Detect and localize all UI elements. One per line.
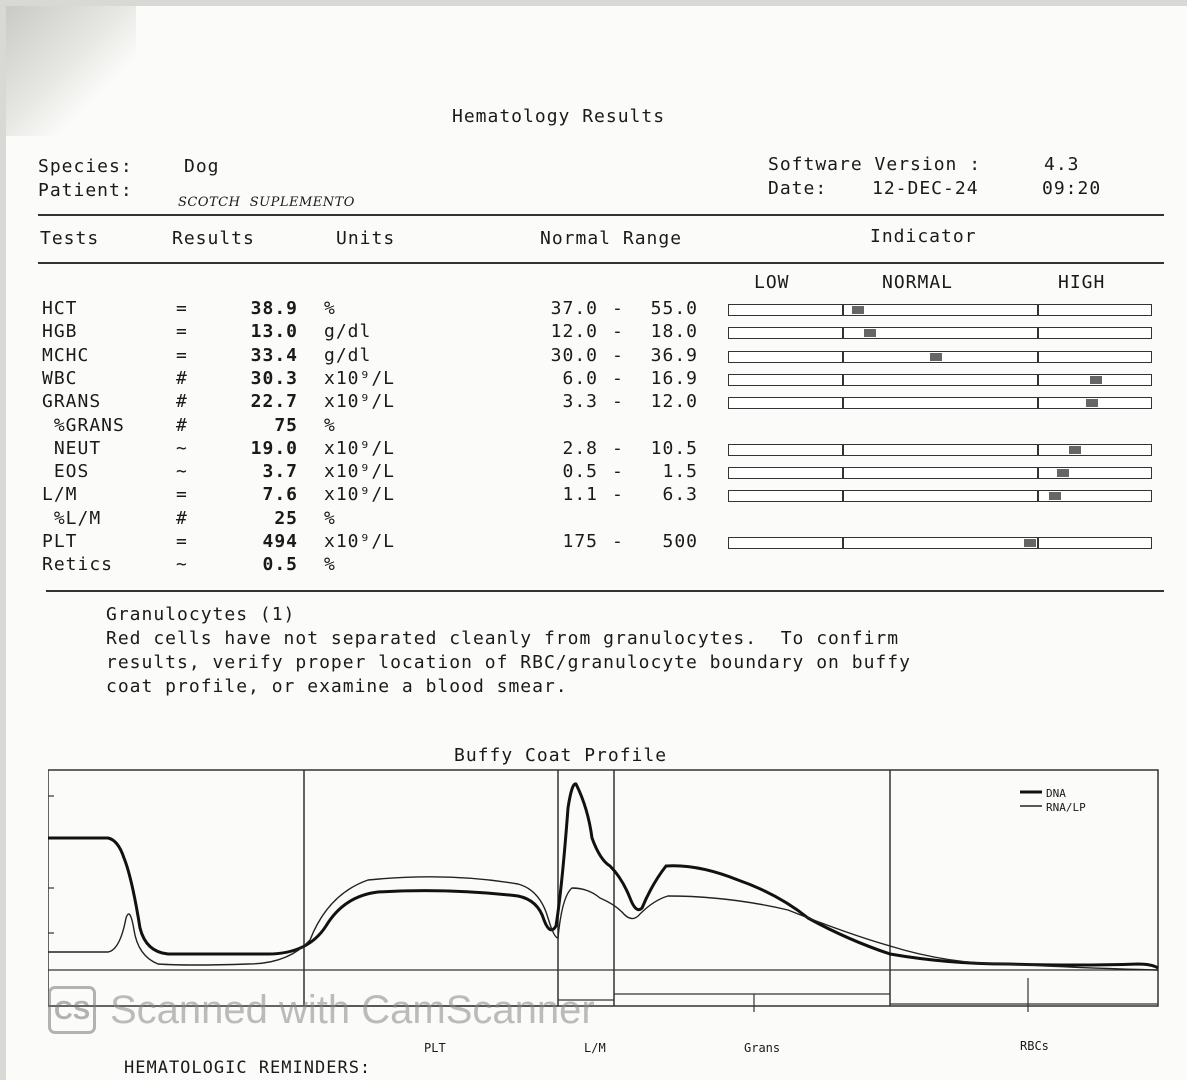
region-label-lm: L/M [584, 1041, 606, 1055]
range-dash: - [612, 391, 624, 412]
indicator-normal-label: NORMAL [882, 272, 954, 293]
result-unit: % [324, 554, 336, 575]
indicator-marker [1090, 376, 1102, 384]
range-dash: - [612, 321, 624, 342]
test-name: GRANS [42, 391, 102, 412]
range-low: 12.0 [550, 321, 598, 342]
camscanner-watermark [48, 986, 595, 1034]
range-high: 18.0 [650, 321, 698, 342]
report-title: Hematology Results [452, 106, 666, 127]
range-dash: - [612, 345, 624, 366]
range-low: 6.0 [562, 368, 598, 389]
column-indicator: Indicator [870, 226, 977, 247]
test-name: HGB [42, 321, 78, 342]
rna-lp-curve [48, 877, 1158, 970]
legend-rna-label: RNA/LP [1046, 801, 1086, 814]
result-unit: % [324, 298, 336, 319]
result-flag: # [176, 508, 188, 529]
test-name: %GRANS [42, 415, 125, 436]
result-flag: = [176, 484, 188, 505]
range-dash: - [612, 461, 624, 482]
test-name: MCHC [42, 345, 90, 366]
notes-line-3: coat profile, or examine a blood smear. [106, 676, 568, 697]
region-label-grans: Grans [744, 1041, 781, 1055]
range-low: 0.5 [562, 461, 598, 482]
range-high: 16.9 [650, 368, 698, 389]
result-unit: % [324, 508, 336, 529]
range-dash: - [612, 368, 624, 389]
result-value: 7.6 [262, 484, 298, 505]
notes-rule [46, 590, 1164, 592]
indicator-low-label: LOW [754, 272, 790, 293]
result-flag: ~ [176, 461, 188, 482]
range-high: 10.5 [650, 438, 698, 459]
result-unit: g/dl [324, 321, 372, 342]
result-value: 33.4 [250, 345, 298, 366]
result-unit: x10⁹/L [324, 391, 396, 412]
time-value: 09:20 [1042, 178, 1102, 199]
result-flag: # [176, 391, 188, 412]
range-high: 12.0 [650, 391, 698, 412]
camscanner-logo-icon: CS [48, 986, 96, 1034]
test-name: NEUT [42, 438, 102, 459]
legend-dna-label: DNA [1046, 787, 1066, 800]
indicator-marker [1049, 492, 1061, 500]
range-high: 6.3 [662, 484, 698, 505]
camscanner-watermark-text: Scanned with CamScanner [110, 987, 595, 1032]
indicator-bar [728, 490, 1152, 502]
indicator-marker [1024, 539, 1036, 547]
region-label-rbcs: RBCs [1020, 1039, 1049, 1053]
range-dash: - [612, 298, 624, 319]
range-high: 55.0 [650, 298, 698, 319]
test-name: PLT [42, 531, 78, 552]
result-unit: x10⁹/L [324, 531, 396, 552]
header-rule-bottom [38, 262, 1164, 264]
patient-label: Patient: [38, 180, 133, 201]
range-low: 37.0 [550, 298, 598, 319]
result-value: 13.0 [250, 321, 298, 342]
indicator-bar [728, 374, 1152, 386]
result-flag: # [176, 415, 188, 436]
indicator-bar [728, 444, 1152, 456]
test-name: HCT [42, 298, 78, 319]
indicator-marker [1069, 446, 1081, 454]
result-flag: ~ [176, 554, 188, 575]
indicator-marker [864, 329, 876, 337]
test-name: Retics [42, 554, 114, 575]
result-value: 494 [262, 531, 298, 552]
result-flag: = [176, 298, 188, 319]
column-normal-range: Normal Range [540, 228, 683, 249]
notes-heading: Granulocytes (1) [106, 604, 296, 625]
range-high: 1.5 [662, 461, 698, 482]
date-label: Date: [768, 178, 828, 199]
range-low: 3.3 [562, 391, 598, 412]
software-label: Software Version : [768, 154, 982, 175]
result-flag: = [176, 321, 188, 342]
test-name: L/M [42, 484, 78, 505]
dna-curve [48, 784, 1158, 968]
result-flag: # [176, 368, 188, 389]
result-unit: x10⁹/L [324, 484, 396, 505]
range-low: 30.0 [550, 345, 598, 366]
result-value: 30.3 [250, 368, 298, 389]
test-name: EOS [42, 461, 90, 482]
result-value: 0.5 [262, 554, 298, 575]
result-value: 19.0 [250, 438, 298, 459]
range-low: 2.8 [562, 438, 598, 459]
indicator-bar [728, 397, 1152, 409]
indicator-bar [728, 537, 1152, 549]
indicator-bar [728, 467, 1152, 479]
result-unit: % [324, 415, 336, 436]
result-value: 22.7 [250, 391, 298, 412]
result-unit: x10⁹/L [324, 438, 396, 459]
indicator-bar [728, 304, 1152, 316]
indicator-high-label: HIGH [1058, 272, 1106, 293]
indicator-bar [728, 327, 1152, 339]
indicator-marker [1086, 399, 1098, 407]
date-value: 12-DEC-24 [872, 178, 979, 199]
notes-line-2: results, verify proper location of RBC/granulocyte boundary on buffy [106, 652, 911, 673]
hematologic-reminders: HEMATOLOGIC REMINDERS: [124, 1058, 372, 1078]
profile-title: Buffy Coat Profile [454, 745, 668, 766]
range-dash: - [612, 531, 624, 552]
patient-name-handwritten: SCOTCH SUPLEMENTO [178, 195, 355, 210]
result-value: 38.9 [250, 298, 298, 319]
result-unit: g/dl [324, 345, 372, 366]
result-value: 75 [274, 415, 298, 436]
indicator-marker [930, 353, 942, 361]
result-value: 25 [274, 508, 298, 529]
species-label: Species: [38, 156, 133, 177]
range-dash: - [612, 438, 624, 459]
range-low: 175 [562, 531, 598, 552]
range-low: 1.1 [562, 484, 598, 505]
indicator-marker [852, 306, 864, 314]
report-paper [6, 6, 1187, 1080]
result-flag: ~ [176, 438, 188, 459]
indicator-marker [1057, 469, 1069, 477]
species-value: Dog [184, 156, 220, 177]
range-high: 36.9 [650, 345, 698, 366]
range-high: 500 [662, 531, 698, 552]
column-results: Results [172, 228, 255, 249]
test-name: WBC [42, 368, 78, 389]
result-flag: = [176, 345, 188, 366]
notes-line-1: Red cells have not separated cleanly from granulocytes. To confirm [106, 628, 900, 649]
header-rule-top [38, 214, 1164, 216]
indicator-bar [728, 351, 1152, 363]
result-value: 3.7 [262, 461, 298, 482]
page-corner-shadow [6, 6, 136, 136]
region-label-plt: PLT [424, 1041, 446, 1055]
test-name: %L/M [42, 508, 102, 529]
result-flag: = [176, 531, 188, 552]
result-unit: x10⁹/L [324, 368, 396, 389]
range-dash: - [612, 484, 624, 505]
column-units: Units [336, 228, 396, 249]
software-version: 4.3 [1044, 154, 1080, 175]
result-unit: x10⁹/L [324, 461, 396, 482]
column-tests: Tests [40, 228, 100, 249]
